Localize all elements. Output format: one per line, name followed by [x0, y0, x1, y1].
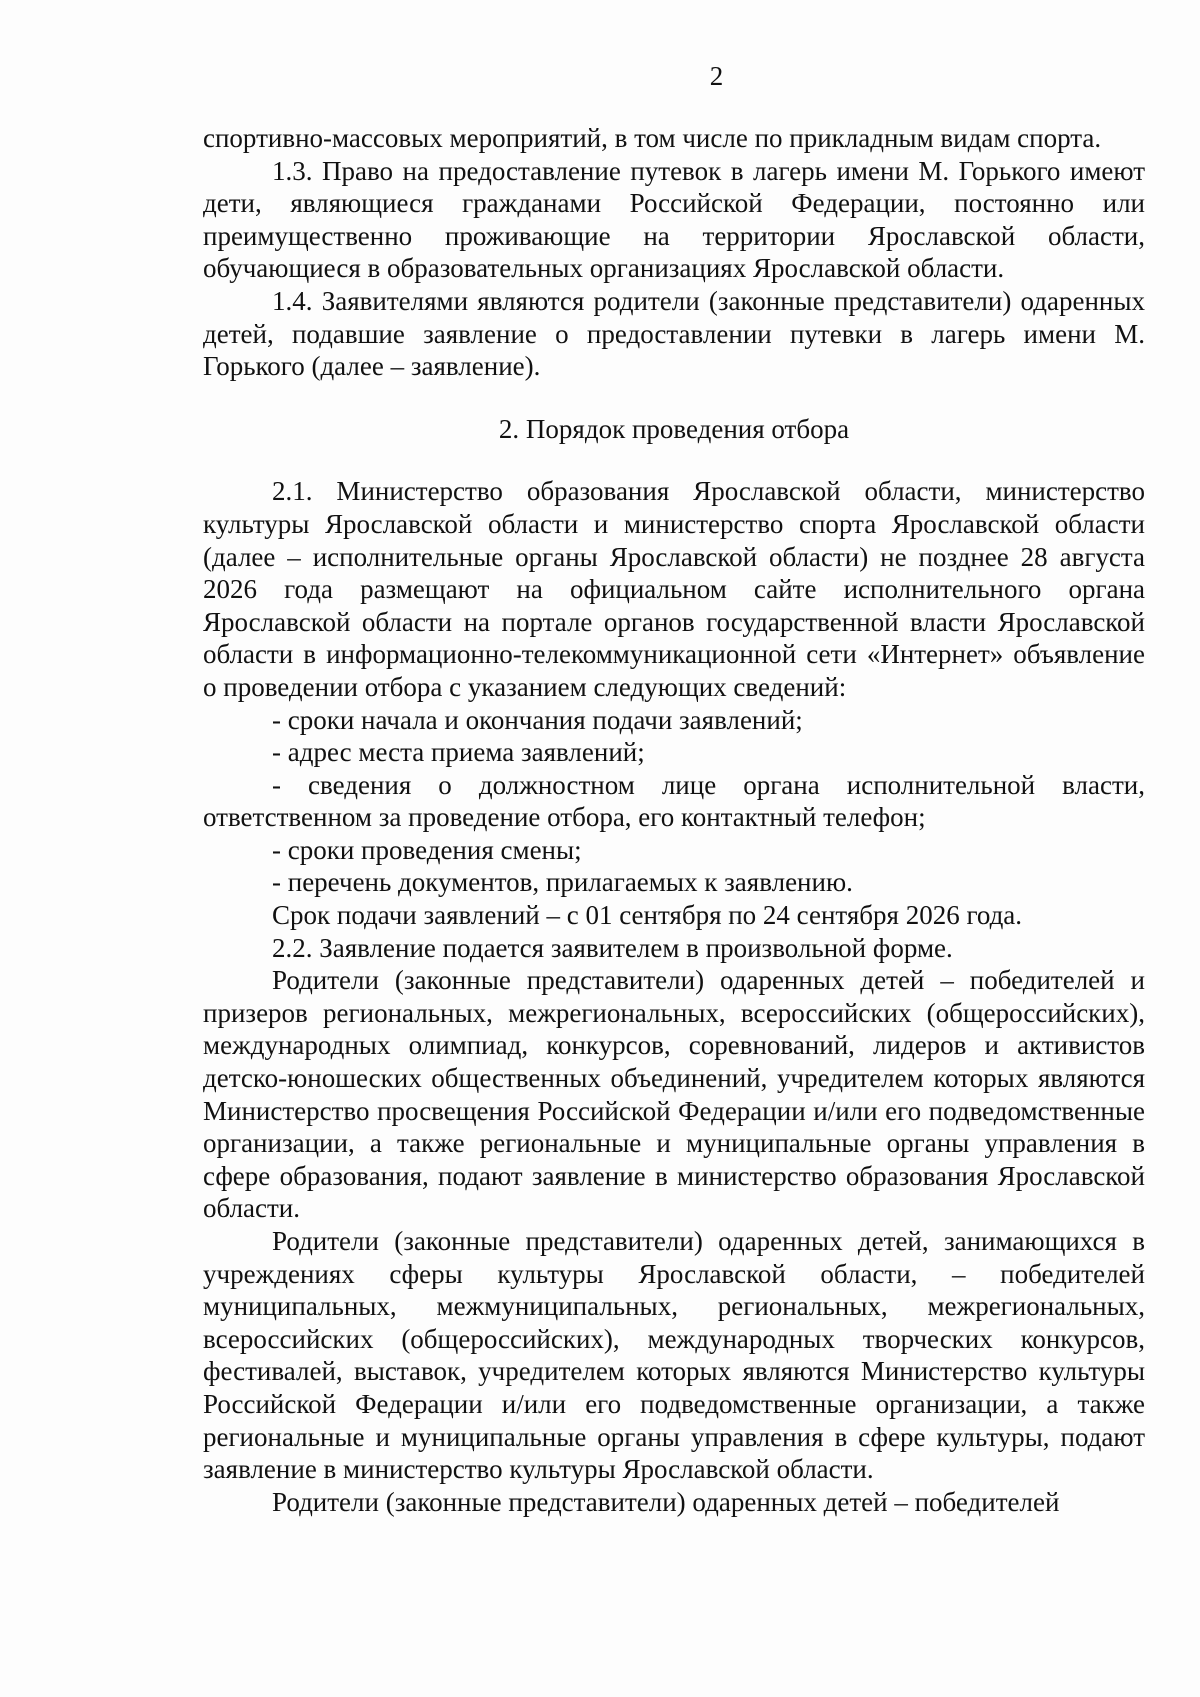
- paragraph: - адрес места приема заявлений;: [272, 737, 645, 768]
- section-2-body: [203, 475, 1145, 1518]
- paragraph: 2.2. Заявление подается заявителем в произвольной форме.: [272, 932, 953, 963]
- paragraph: - сроки начала и окончания подачи заявлений;: [272, 704, 803, 735]
- paragraph: Родители (законные представители) одаренных детей, занимающихся в учреждениях сферы культуры Ярославской области, – победителей муниципальных, межмуниципальных, региональных, межрегиональных, всероссийских (общероссийских), международных творческих конкурсов, фестивалей, выставок, учредителем которых являются Министерство культуры Российской Федерации и/или его подведомственные организации, а также региональные и муниципальные органы управления в сфере культуры, подают заявление в министерство культуры Ярославской области.: [203, 1226, 1145, 1485]
- section-heading: 2. Порядок проведения отбора: [498, 413, 850, 444]
- paragraph: - перечень документов, прилагаемых к заявлению.: [272, 867, 853, 898]
- paragraph: 1.3. Право на предоставление путевок в лагерь имени М. Горького имеют дети, являющиеся гражданами Российской Федерации, постоянно или преимущественно проживающие на территории Ярославской области, обучающиеся в образовательных организациях Ярославской области.: [203, 155, 1145, 284]
- paragraph: спортивно-массовых мероприятий, в том числе по прикладным видам спорта.: [203, 123, 1102, 153]
- section-1-tail: [203, 122, 1145, 383]
- paragraph: - сведения о должностном лице органа исполнительной власти, ответственном за проведение отбора, его контактный телефон;: [203, 769, 1145, 833]
- paragraph: 1.4. Заявителями являются родители (законные представители) одаренных детей, подавшие заявление о предоставлении путевки в лагерь имени М. Горького (далее – заявление).: [203, 285, 1145, 382]
- page-number: 2: [709, 61, 724, 91]
- paragraph: Родители (законные представители) одаренных детей – победителей и призеров региональных, межрегиональных, всероссийских (общероссийских), международных олимпиад, конкурсов, соревнований, лидеров и активистов детско-юношеских общественных объединений, учредителем которых являются Министерство просвещения Российской Федерации и/или его подведомственные организации, а также региональные и муниципальные органы управления в сфере образования, подают заявление в министерство образования Ярославской области.: [203, 965, 1145, 1224]
- paragraph: - сроки проведения смены;: [272, 834, 582, 865]
- document-body: [203, 122, 1145, 1518]
- paragraph: Родители (законные представители) одаренных детей – победителей: [272, 1486, 1060, 1517]
- paragraph: Срок подачи заявлений – с 01 сентября по 24 сентября 2026 года.: [272, 900, 1023, 931]
- paragraph: 2.1. Министерство образования Ярославской области, министерство культуры Ярославской области и министерство спорта Ярославской области (далее – исполнительные органы Ярославской области) не позднее 28 августа 2026 года размещают на официальном сайте исполнительного органа Ярославской области на портале органов государственной власти Ярославской области в информационно-телекоммуникационной сети «Интернет» объявление о проведении отбора с указанием следующих сведений:: [203, 476, 1145, 702]
